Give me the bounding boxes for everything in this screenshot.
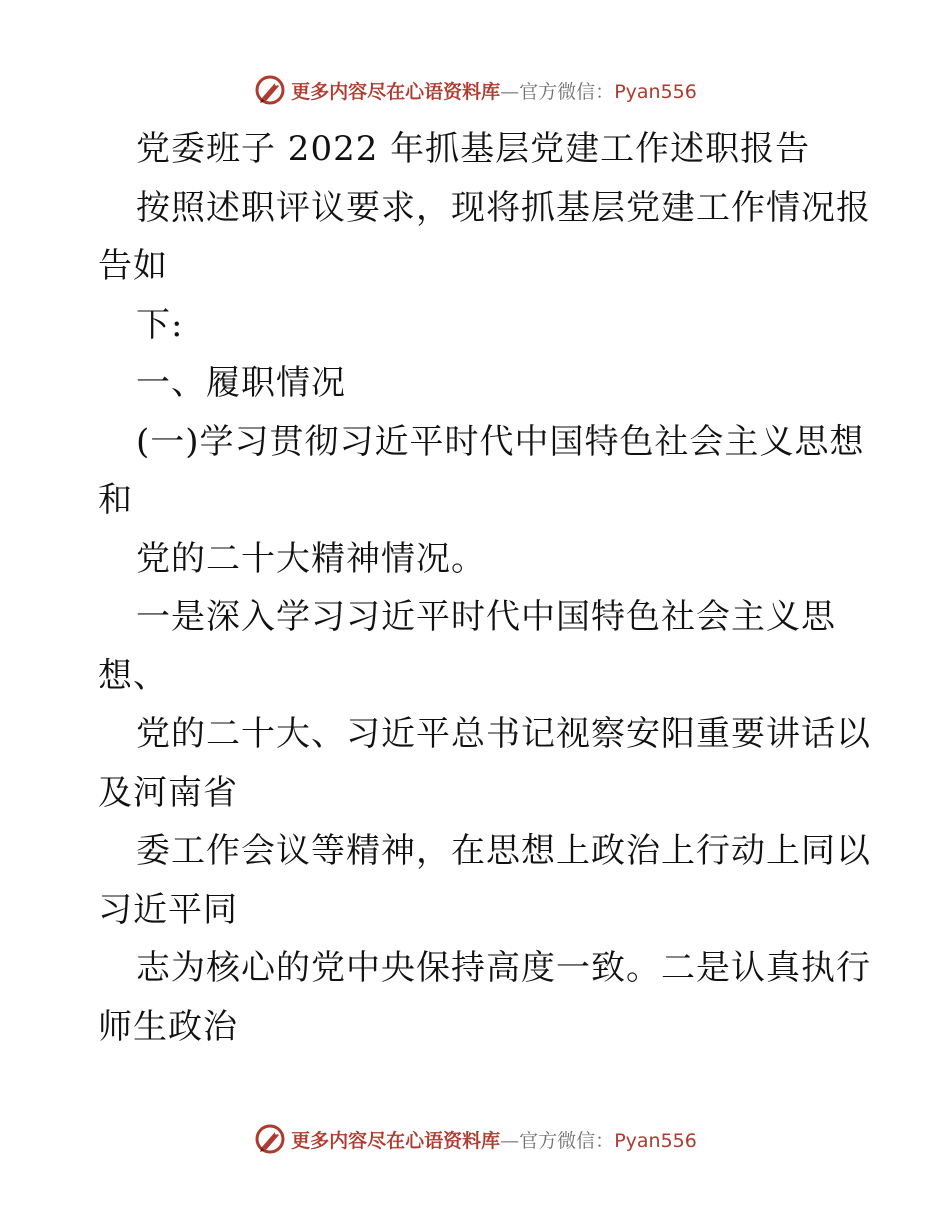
paragraph-line: 党的二十大精神情况。 xyxy=(136,538,486,579)
paragraph-line: 及河南省 xyxy=(98,772,238,813)
paragraph-line: 一是深入学习习近平时代中国特色社会主义思 xyxy=(136,597,836,637)
header-banner xyxy=(0,70,950,110)
paragraph-line: 下: xyxy=(136,304,184,345)
banner-separator: — xyxy=(500,1129,520,1152)
paragraph-line: 党的二十大、习近平总书记视察安阳重要讲话以 xyxy=(136,714,871,754)
paragraph-line: 和 xyxy=(98,480,133,520)
banner-text xyxy=(291,1126,697,1153)
footer-banner xyxy=(0,1119,950,1159)
subsection-heading: (一)学习贯彻习近平时代中国特色社会主义思想 xyxy=(136,421,865,462)
paragraph-line: 师生政治 xyxy=(98,1006,238,1047)
banner-brand-text: 更多内容尽在心语资料库 xyxy=(291,80,501,103)
section-heading: 一、履职情况 xyxy=(136,363,346,403)
banner-wechat-label: 官方微信： xyxy=(519,1129,615,1152)
paragraph-line: 委工作会议等精神，在思想上政治上行动上同以 xyxy=(136,831,871,871)
paragraph-line: 志为核心的党中央保持高度一致。二是认真执行 xyxy=(136,948,871,988)
banner-separator: — xyxy=(500,80,520,103)
banner-brand-text: 更多内容尽在心语资料库 xyxy=(291,1129,501,1152)
pen-logo-icon xyxy=(253,1122,287,1156)
paragraph-line: 习近平同 xyxy=(98,889,238,930)
pen-logo-icon xyxy=(253,73,287,107)
document-body xyxy=(98,120,871,1056)
paragraph-line: 想、 xyxy=(98,655,168,696)
paragraph-line: 按照述职评议要求，现将抓基层党建工作情况报 xyxy=(136,187,871,228)
banner-wechat-label: 官方微信： xyxy=(519,80,615,103)
banner-text xyxy=(291,77,697,104)
paragraph-line: 告如 xyxy=(98,246,168,286)
document-title: 党委班子 2022 年抓基层党建工作述职报告 xyxy=(136,129,811,169)
banner-wechat-id: Pyan556 xyxy=(614,80,697,103)
banner-wechat-id: Pyan556 xyxy=(614,1129,697,1152)
